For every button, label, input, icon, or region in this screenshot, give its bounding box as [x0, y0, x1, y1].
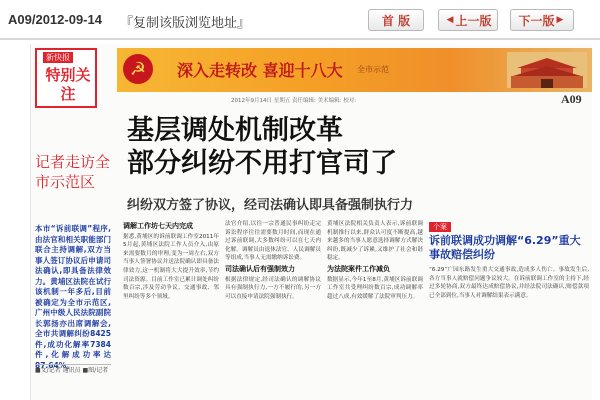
prev-page-label: 上一版: [455, 13, 492, 28]
article-column-3: [327, 220, 423, 301]
column-3-text: 黄埔区法院相关负责人表示,诉前联调机制推行以来,群众认可度不断提高,越来越多的当事人愿意选择调解方式解决纠纷,既减少了诉累,又维护了社会和谐稳定。: [327, 221, 423, 262]
column-brand: 新快报: [43, 52, 73, 63]
main-headline: [127, 114, 587, 180]
column-2-text-2: 根据法律规定,经司法确认的调解协议具有强制执行力,一方不履行的,另一方可以直接申请法院强制执行。: [225, 276, 321, 300]
article-column-2: [225, 220, 321, 301]
page-toolbar: [0, 0, 600, 40]
sub-headline: 纠纷双方签了协议，经司法确认即具备强制执行力: [127, 198, 414, 213]
newspaper-page[interactable]: [30, 44, 592, 400]
headline-line-1: 基层调处机制改革: [127, 115, 343, 146]
page-dateline: 2012年9月14日 星期五 责任编辑: 美术编辑: 校对:: [231, 98, 357, 104]
reporter-kicker: 记者走访全市示范区: [35, 153, 111, 191]
prev-page-button[interactable]: [438, 9, 498, 31]
toolbar-divider: [0, 38, 600, 40]
column-2-text: 法官介绍,以往一宗普通民事纠纷走完诉讼程序往往需要数月时间,而现在通过诉前联调,大多数纠纷可以在七天内化解。调解员由退休法官、人民调解员等组成,当事人无需缴纳诉讼费。: [225, 221, 321, 262]
column-3-text-2: 数据显示,今年1至8月,黄埔区诉前联调工作室共受理纠纷数百宗,成功调解率超过八成,有效缓解了法院审判压力。: [327, 276, 423, 300]
column-2-heading: 司法确认后有强制效力: [225, 264, 295, 273]
party-emblem-icon: ☭: [123, 54, 153, 84]
next-page-button[interactable]: [510, 9, 574, 31]
lead-paragraph: 本市“诉前联调”程序,由法官和相关职能部门联合主持调解,双方当事人签订协议后申请司法确认,即具备法律效力。黄埔区法院在试行该机制一年多后,目前被确定为全市示范区,广州中级人民法院副院长郭扬亦出席调解会,全市共调解纠纷8425件,成功化解率7384件,化解成功率达87.64%。: [35, 224, 111, 370]
case-tag: 个案: [429, 222, 451, 232]
chevron-left-icon: ◀: [446, 15, 454, 25]
banner-subtitle: 全市示范: [357, 65, 389, 74]
column-1-heading: 调解工作坊七天内完成: [123, 222, 193, 230]
case-text: “6.29”广园东路发生重大交通事故,造成多人伤亡。事故发生后,各方当事人就赔偿问题争议较大。在诉前联调工作室的主持下,经过多轮协商,双方最终达成赔偿协议,并经法院司法确认,赔偿款项已全部到位,当事人对调解结果表示满意。: [429, 267, 589, 299]
column-tag-box: [35, 48, 97, 108]
home-page-button[interactable]: [368, 9, 424, 31]
column-name: 特别关注: [45, 66, 91, 103]
edition-date: A09/2012-09-14: [8, 12, 102, 27]
banner-slogan: 深入走转改 喜迎十八大: [177, 61, 343, 80]
home-page-label: 首 版: [381, 13, 411, 28]
copy-link-button[interactable]: 『复制该版浏览地址』: [120, 16, 251, 31]
column-1-text: 据悉,黄埔区的诉前联调工作室2011年5月起,黄埔区法院工作人员介入,由原来需要数月的审理,变为一周左右,双方当事人签署协议并送法院确认即具备法律效力,这一机制将大大提升效率,节约司法资源。目前工作室已累计调处纠纷数百宗,涉及劳动争议、交通事故、邻里纠纷等多个领域。: [123, 233, 219, 300]
chevron-right-icon: ▶: [556, 15, 564, 25]
case-title: 诉前联调成功调解“6.29”重大事故赔偿纠纷: [429, 234, 581, 261]
column-3-heading: 为法院案件工作减负: [327, 264, 390, 273]
theme-banner: [117, 48, 592, 92]
article-column-1: [123, 220, 219, 301]
headline-line-2: 部分纠纷不用打官司了: [127, 148, 397, 179]
left-column: [31, 44, 115, 400]
page-number: A09: [561, 92, 582, 106]
next-page-label: 下一版: [518, 13, 555, 28]
byline: ■文/记者 通讯员 ■图/记者: [35, 364, 111, 375]
tiananmen-gate-icon: [507, 52, 587, 88]
